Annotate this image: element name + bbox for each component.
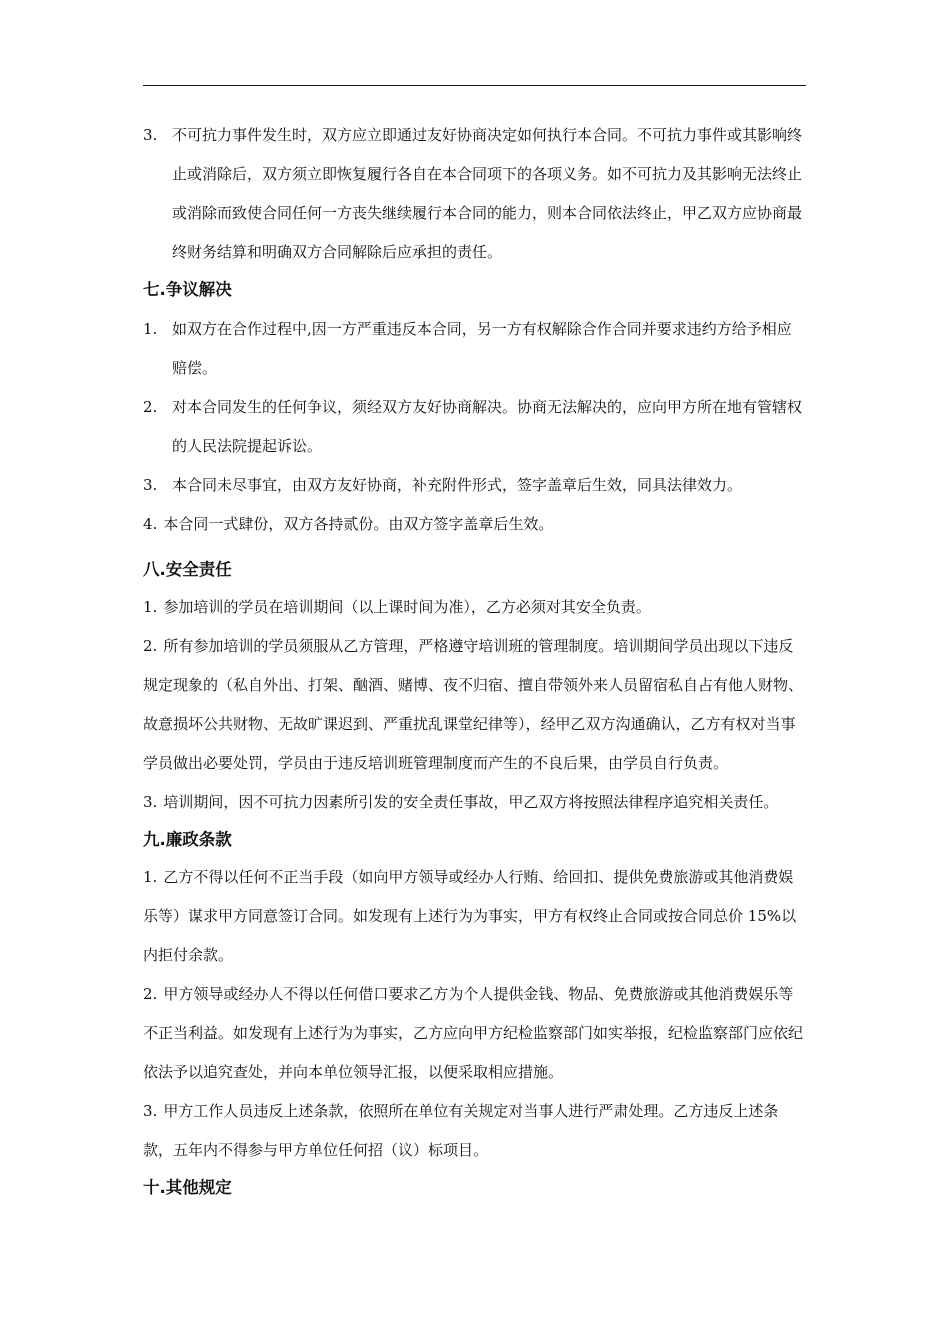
sec8-item-3 <box>143 783 806 822</box>
sec8-item-1 <box>143 588 806 627</box>
item-text: 乙方不得以任何不正当手段（如向甲方领导或经办人行贿、给回扣、提供免费旅游或其他消费娱乐等）谋求甲方同意签订合同。如发现有上述行为为事实，甲方有权终止合同或按合同总价 15%以内拒付余款。 <box>143 868 797 964</box>
sec7-item-3 <box>143 466 806 505</box>
item-text: 本合同未尽事宜，由双方友好协商，补充附件形式，签字盖章后生效，同具法律效力。 <box>172 476 743 494</box>
item-text: 如双方在合作过程中,因一方严重违反本合同，另一方有权解除合作合同并要求违约方给予相应赔偿。 <box>172 320 792 377</box>
sec8-item-2 <box>143 627 806 783</box>
item-text: 参加培训的学员在培训期间（以上课时间为准），乙方必须对其安全负责。 <box>163 598 651 616</box>
item-text: 培训期间，因不可抗力因素所引发的安全责任事故，甲乙双方将按照法律程序追究相关责任。 <box>163 793 779 811</box>
item-text: 本合同一式肆份，双方各持贰份。由双方签字盖章后生效。 <box>163 515 554 533</box>
header-rule <box>143 85 806 86</box>
section-heading-dispute: 七.争议解决 <box>143 280 232 299</box>
item-text: 甲方工作人员违反上述条款，依照所在单位有关规定对当事人进行严肃处理。乙方违反上述条款，五年内不得参与甲方单位任何招（议）标项目。 <box>143 1102 779 1159</box>
section-heading-other: 十.其他规定 <box>143 1178 232 1197</box>
sec9-item-1 <box>143 858 806 975</box>
item-text: 对本合同发生的任何争议，须经双方友好协商解决。协商无法解决的，应向甲方所在地有管辖权的人民法院提起诉讼。 <box>172 398 803 455</box>
item-text: 甲方领导或经办人不得以任何借口要求乙方为个人提供金钱、物品、免费旅游或其他消费娱乐等不正当利益。如发现有上述行为为事实，乙方应向甲方纪检监察部门如实举报，纪检监察部门应依纪依法予以追究查处，并向本单位领导汇报，以便采取相应措施。 <box>143 985 804 1081</box>
item-number: 1. <box>143 320 158 338</box>
sec6-item-3 <box>143 116 806 272</box>
item-text: 所有参加培训的学员须服从乙方管理，严格遵守培训班的管理制度。培训期间学员出现以下违反规定现象的（私自外出、打架、酗酒、赌博、夜不归宿、擅自带领外来人员留宿私自占有他人财物、故意损坏公共财物、无故旷课迟到、严重扰乱课堂纪律等），经甲乙双方沟通确认，乙方有权对当事学员做出必要处罚，学员由于违反培训班管理制度而产生的不良后果，由学员自行负责。 <box>143 637 804 772</box>
section-heading-integrity: 九.廉政条款 <box>143 830 232 849</box>
sec7-item-4 <box>143 505 806 544</box>
sec7-item-2 <box>143 388 806 466</box>
item-number: 2. <box>143 398 158 416</box>
section-heading-safety: 八.安全责任 <box>143 560 232 579</box>
item-text: 不可抗力事件发生时，双方应立即通过友好协商决定如何执行本合同。不可抗力事件或其影响终止或消除后，双方须立即恢复履行各自在本合同项下的各项义务。如不可抗力及其影响无法终止或消除而致使合同任何一方丧失继续履行本合同的能力，则本合同依法终止，甲乙双方应协商最终财务结算和明确双方合同解除后应承担的责任。 <box>172 126 803 261</box>
item-number: 3. <box>143 1102 158 1120</box>
sec9-item-2 <box>143 975 806 1092</box>
sec9-item-3 <box>143 1092 806 1170</box>
item-number: 3. <box>143 126 158 144</box>
sec7-item-1 <box>143 310 806 388</box>
item-number: 2. <box>143 985 158 1003</box>
item-number: 3. <box>143 793 158 811</box>
item-number: 1. <box>143 868 158 886</box>
item-number: 2. <box>143 637 158 655</box>
item-number: 4. <box>143 515 158 533</box>
item-number: 1. <box>143 598 158 616</box>
item-number: 3. <box>143 476 158 494</box>
document-body <box>143 116 806 1206</box>
